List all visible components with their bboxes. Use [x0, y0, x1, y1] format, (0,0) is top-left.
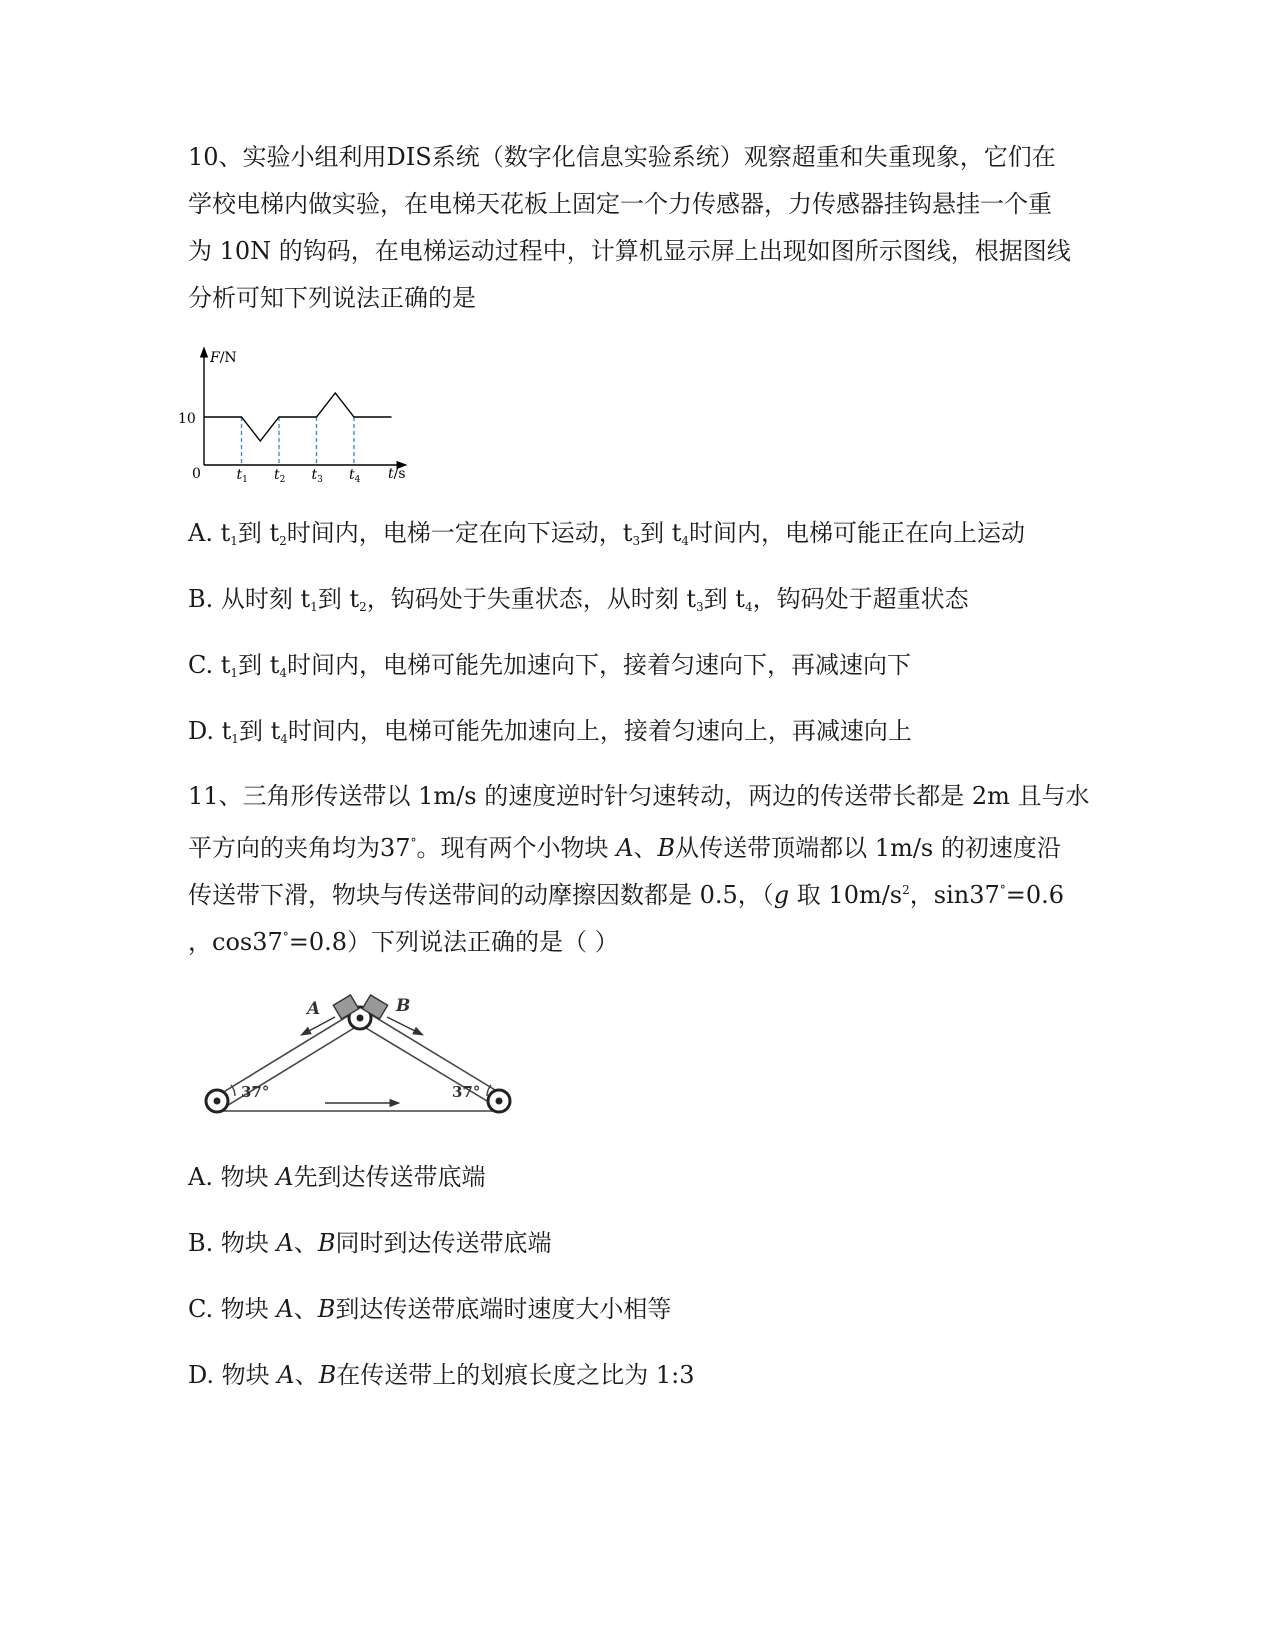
opt-text: ，钩码处于失重状态，从时刻 t [366, 585, 697, 613]
opt-text: A. 物块 [188, 1163, 277, 1191]
subscript: 4 [681, 534, 690, 548]
subscript: 3 [632, 534, 641, 548]
stem-text: =0.8）下列说法正确的是（ ） [288, 928, 619, 956]
q10-option-d[interactable] [188, 716, 912, 754]
q10-stem-line-2: 学校电梯内做实验，在电梯天花板上固定一个力传感器，力传感器挂钩悬挂一个重 [188, 190, 1052, 218]
opt-text: B. 物块 [188, 1229, 277, 1257]
subscript: 2 [279, 534, 287, 548]
origin-label: 0 [192, 466, 201, 482]
var-a: A [276, 1229, 294, 1257]
opt-text: 到 t [238, 717, 281, 745]
stem-text: =0.6 [1005, 881, 1065, 909]
var-a: A [277, 1361, 295, 1389]
x-axis-label: t/s [388, 466, 406, 482]
right-angle-label: 37° [452, 1083, 481, 1101]
q10-option-a[interactable] [188, 518, 1025, 556]
opt-text: D. 物块 [188, 1361, 278, 1389]
var-b: B [317, 1229, 336, 1257]
stem-text: ，sin37 [909, 881, 1000, 909]
right-belt [365, 1011, 505, 1096]
q10-stem-line-1: 10、实验小组利用DIS系统（数字化信息实验系统）观察超重和失重现象，它们在 [188, 143, 1056, 171]
right-roller-icon [488, 1090, 510, 1112]
q10-option-b[interactable] [188, 584, 969, 622]
degree-mark: ° [410, 836, 417, 850]
opt-text: A. t [188, 519, 231, 547]
force-time-chart [170, 340, 420, 490]
q11-stem-line-4 [188, 921, 619, 959]
opt-text: ，钩码处于超重状态 [752, 585, 969, 613]
subscript: 4 [280, 732, 288, 746]
subscript: 1 [231, 732, 239, 746]
var-b: B [657, 834, 676, 862]
q11-option-d[interactable] [188, 1360, 695, 1390]
x-tick-label-t4: $t_4$ [349, 467, 361, 485]
var-a: A [276, 1295, 294, 1323]
var-a: A [276, 1163, 294, 1191]
left-angle-arc [231, 1085, 235, 1096]
left-angle-label: 37° [241, 1083, 270, 1101]
q10-option-c[interactable] [188, 650, 911, 688]
subscript: 1 [230, 666, 239, 680]
label-b: B [396, 996, 411, 1016]
y-axis-unit: /N [219, 350, 237, 366]
opt-text: 时间内，电梯一定在向下运动，t [286, 519, 633, 547]
conveyor-figure [195, 985, 535, 1125]
stem-text: 。现有两个小物块 [416, 834, 617, 862]
var-b: B [318, 1361, 337, 1389]
opt-text: 到达传送带底端时速度大小相等 [335, 1295, 672, 1323]
subscript: 1 [230, 534, 238, 548]
subscript: 1 [310, 600, 318, 614]
opt-text: 到 t [237, 519, 280, 547]
var-a: A [616, 834, 634, 862]
opt-text: 先到达传送带底端 [293, 1163, 486, 1191]
force-series-line [204, 393, 392, 441]
superscript: 2 [902, 883, 910, 897]
label-a: A [307, 999, 321, 1019]
stem-text: 传送带下滑，物块与传送带间的动摩擦因数都是 0.5，（ [188, 881, 774, 909]
y-axis-label: F/N [210, 350, 237, 366]
q11-option-c[interactable] [188, 1294, 671, 1324]
stem-text: ，cos37 [188, 928, 283, 956]
x-tick-label-t3: $t_3$ [311, 467, 323, 485]
stem-text: 平方向的夹角均为37 [188, 834, 411, 862]
opt-text: 到 t [703, 585, 745, 613]
x-tick-label-t2: $t_2$ [274, 467, 286, 485]
opt-text: 、 [293, 1295, 318, 1323]
subscript: 2 [359, 600, 367, 614]
opt-text: 、 [293, 1229, 318, 1257]
q11-option-b[interactable] [188, 1228, 552, 1258]
stem-text: 从传送带顶端都以 1m/s 的初速度沿 [675, 834, 1061, 862]
left-roller-icon [206, 1090, 228, 1112]
x-tick-label-t1: $t_1$ [236, 467, 248, 485]
opt-text: 同时到达传送带底端 [335, 1229, 552, 1257]
opt-text: C. t [188, 651, 231, 679]
subscript: 4 [744, 600, 753, 614]
q11-stem-line-1: 11、三角形传送带以 1m/s 的速度逆时针匀速转动，两边的传送带长都是 2m 且与水 [188, 782, 1090, 810]
stem-text: 、 [633, 834, 658, 862]
q11-stem-line-3 [188, 874, 1064, 912]
stem-text: 取 10m/s [789, 881, 903, 909]
var-b: B [317, 1295, 336, 1323]
opt-text: 到 t [238, 651, 280, 679]
opt-text: 在传送带上的划痕长度之比为 1:3 [336, 1361, 695, 1389]
y-tick-label-10: 10 [178, 411, 196, 427]
opt-text: B. 从时刻 t [188, 585, 311, 613]
q10-stem-line-3: 为 10N 的钩码，在电梯运动过程中，计算机显示屏上出现如图所示图线，根据图线 [188, 237, 1071, 265]
opt-text: 、 [294, 1361, 319, 1389]
opt-text: 到 t [640, 519, 682, 547]
opt-text: 时间内，电梯可能先加速向上，接着匀速向上，再减速向上 [287, 717, 912, 745]
q11-stem-line-2 [188, 827, 1061, 865]
var-g: g [773, 881, 790, 909]
left-belt [217, 1011, 356, 1096]
opt-text: D. t [188, 717, 232, 745]
q11-option-a[interactable] [188, 1162, 486, 1192]
subscript: 3 [696, 600, 704, 614]
opt-text: C. 物块 [188, 1295, 277, 1323]
q10-stem-line-4: 分析可知下列说法正确的是 [188, 284, 476, 312]
opt-text: 时间内，电梯可能先加速向下，接着匀速向下，再减速向下 [286, 651, 911, 679]
subscript: 4 [279, 666, 287, 680]
opt-text: 到 t [317, 585, 360, 613]
arrow-b [387, 1017, 419, 1033]
degree-mark: ° [999, 883, 1006, 897]
arrow-a [305, 1017, 335, 1033]
degree-mark: ° [282, 930, 289, 944]
opt-text: 时间内，电梯可能正在向上运动 [689, 519, 1026, 547]
